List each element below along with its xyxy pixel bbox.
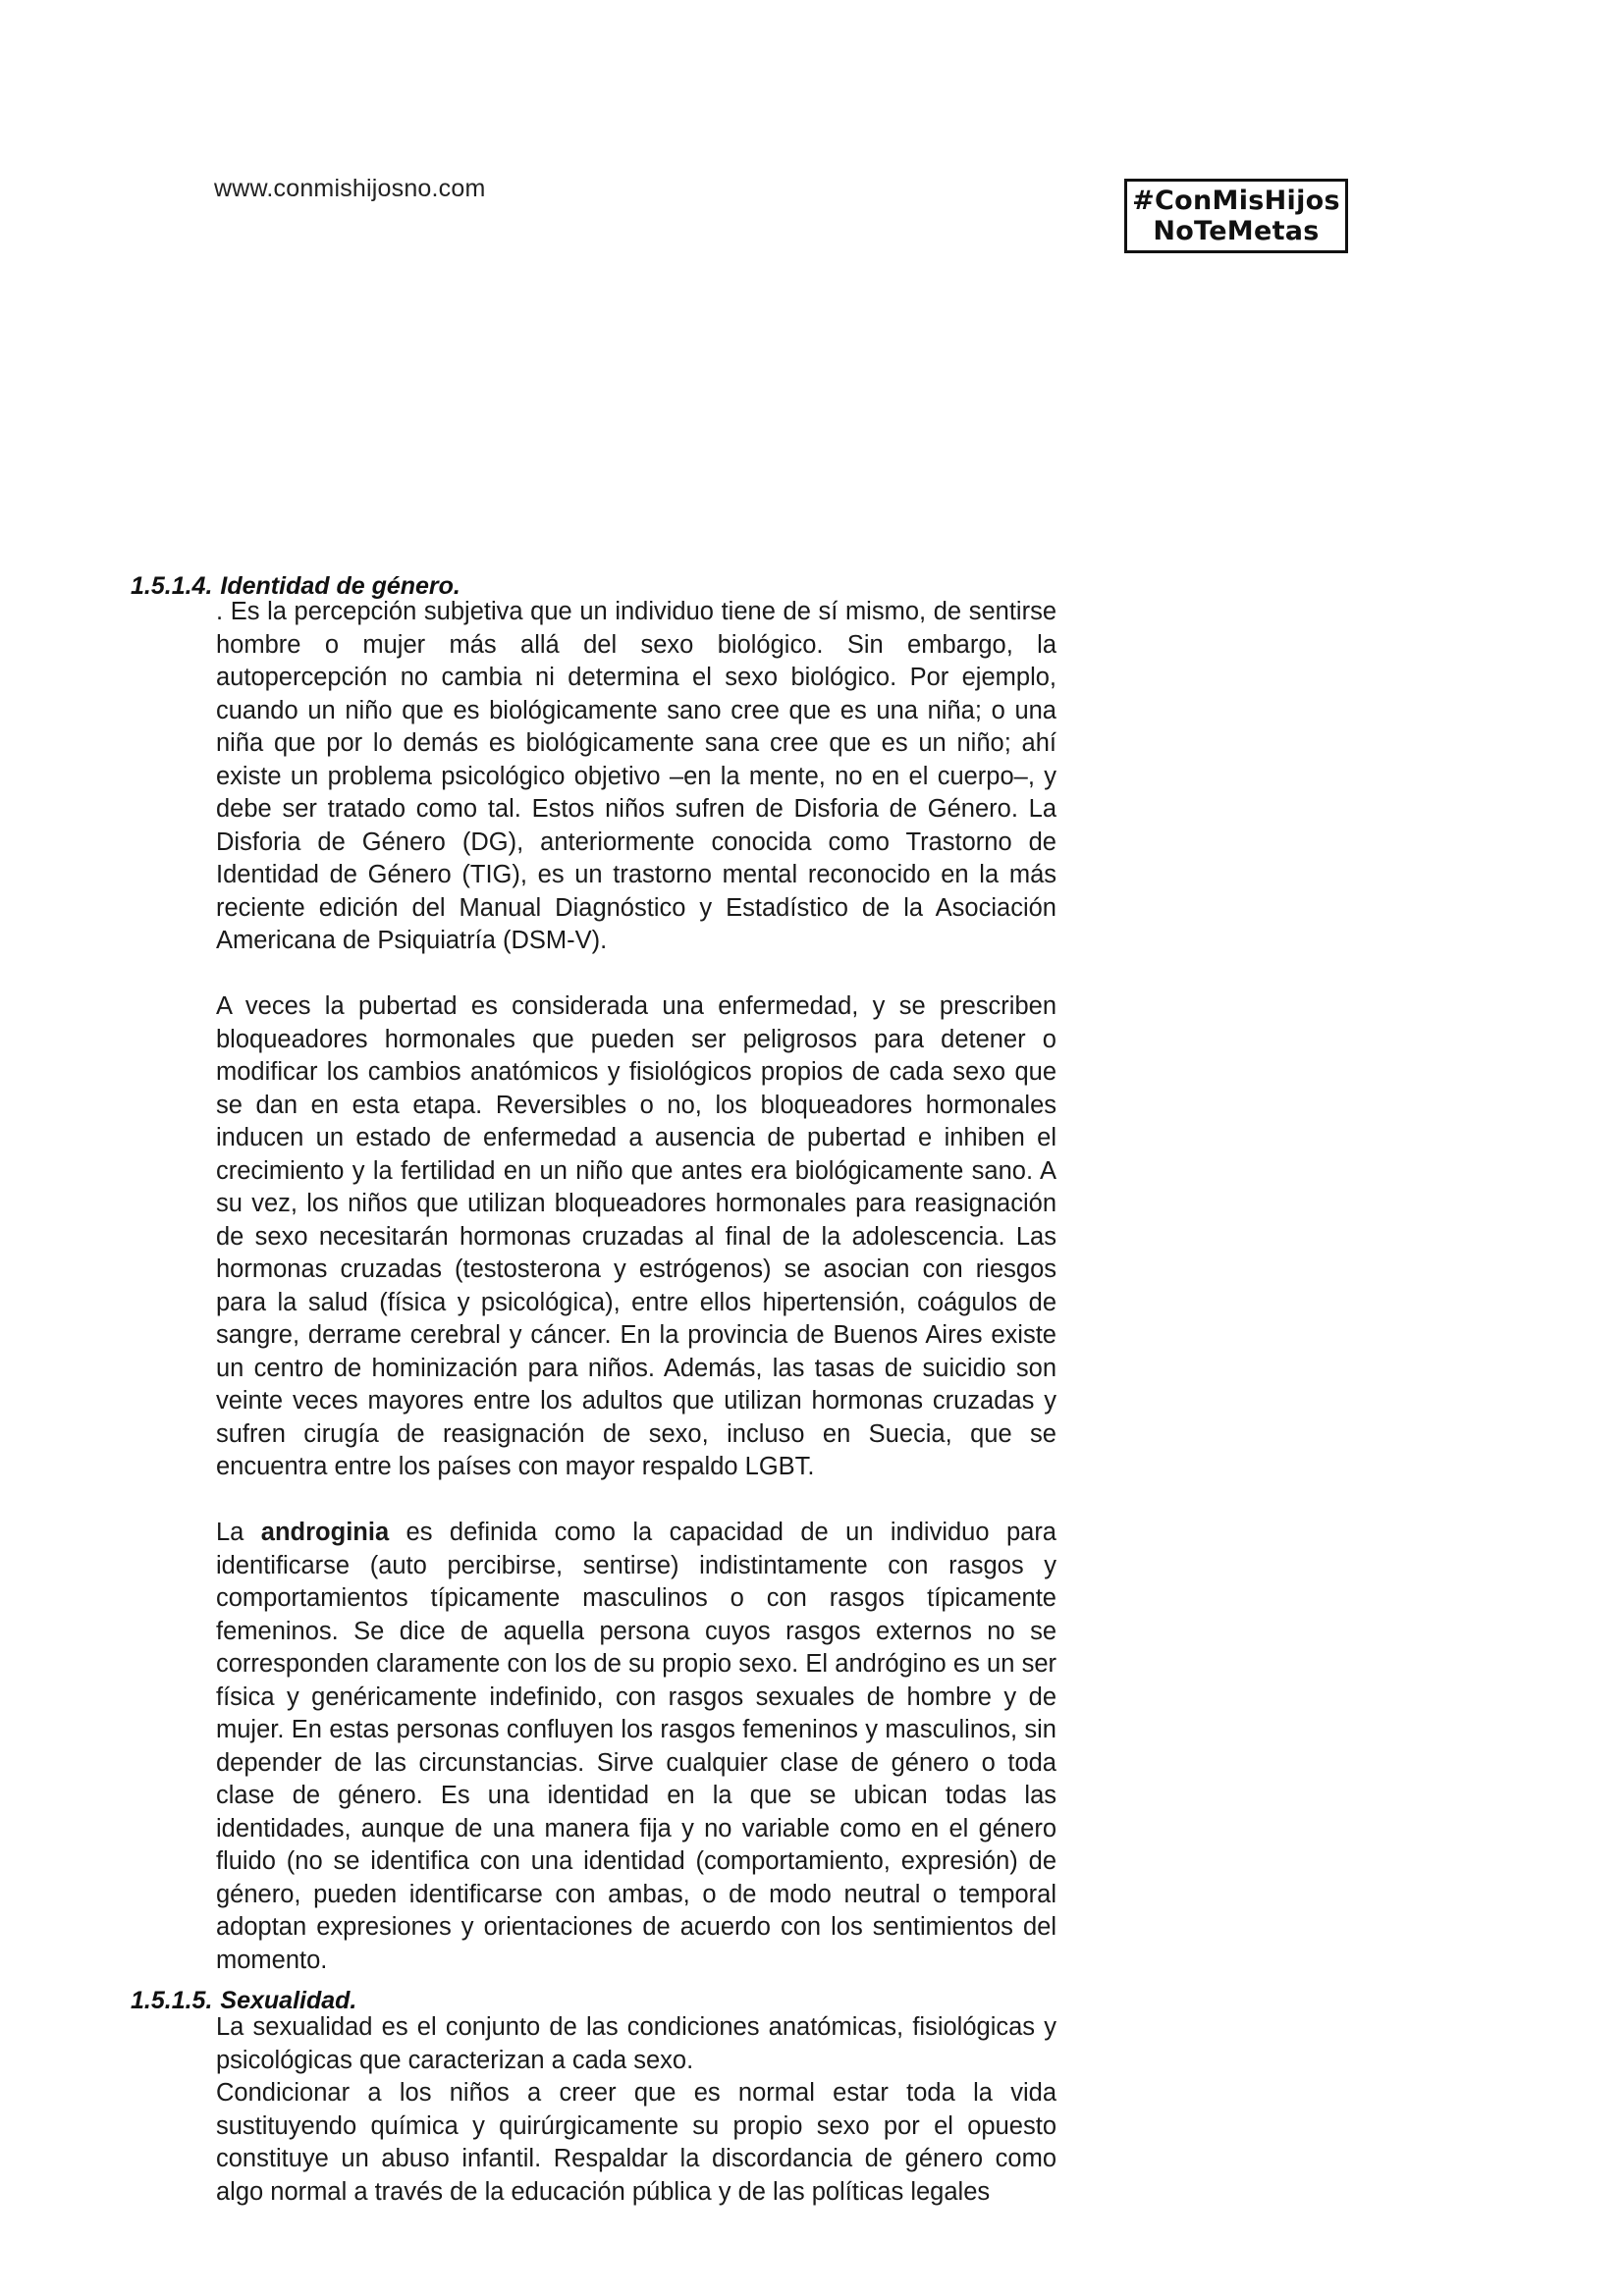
paragraph: Condicionar a los niños a creer que es normal estar toda la vida sustituyendo química y quirúrgicamente su propio sexo por el opuesto constituye un abuso infantil. Respaldar la discordancia de género como algo normal a través de la educación pública y de las políticas legales <box>216 2079 1056 2206</box>
section-title: Identidad de género. <box>220 572 460 600</box>
paragraph-lead: La <box>216 1519 261 1546</box>
section-body <box>216 596 1056 1977</box>
site-url[interactable]: www.conmishijosno.com <box>214 175 486 202</box>
hashtag-logo <box>1124 179 1348 253</box>
paragraph: . Es la percepción subjetiva que un individuo tiene de sí mismo, de sentirse hombre o mujer más allá del sexo biológico. Sin embargo, la autopercepción no cambia ni determina el sexo biológico. Por ejemplo, cuando un niño que es biológicamente sano cree que es una niña; o una niña que por lo demás es biológicamente sana cree que es un niño; ahí existe un problema psicológico objetivo –en la mente, no en el cuerpo–, y debe ser tratado como tal. Estos niños sufren de Disforia de Género. La Disforia de Género (DG), anteriormente conocida como Trastorno de Identidad de Género (TIG), es un trastorno mental reconocido en la más reciente edición del Manual Diagnóstico y Estadístico de la Asociación Americana de Psiquiatría (DSM-V). <box>216 598 1056 954</box>
section-number: 1.5.1.4. <box>131 572 213 600</box>
paragraph <box>216 1517 1056 1977</box>
hashtag-line-2: NoTeMetas <box>1153 216 1320 246</box>
paragraph-text: es definida como la capacidad de un individuo para identificarse (auto percibirse, sentirse) indistintamente con rasgos y comportamientos típicamente masculinos o con rasgos típicamente femeninos. Se dice de aquella persona cuyos rasgos externos no se corresponden claramente con los de su propio sexo. El andrógino es un ser física y genéricamente indefinido, con rasgos sexuales de hombre y de mujer. En estas personas confluyen los rasgos femeninos y masculinos, sin depender de las circunstancias. Sirve cualquier clase de género o toda clase de género. Es una identidad en la que se ubican todas las identidades, aunque de una manera fija y no variable como en el género fluido (no se identifica con una identidad (comportamiento, expresión) de género, pueden identificarse con ambas, o de modo neutral o temporal adoptan expresiones y orientaciones de acuerdo con los sentimientos del momento. <box>216 1519 1056 1974</box>
paragraph: La sexualidad es el conjunto de las condiciones anatómicas, fisiológicas y psicológicas que caracterizan a cada sexo. <box>216 2013 1056 2074</box>
section-title: Sexualidad. <box>220 1987 357 2014</box>
hashtag-line-1: #ConMisHijos <box>1132 186 1340 216</box>
term-androginia: androginia <box>260 1519 390 1546</box>
section-number: 1.5.1.5. <box>131 1987 213 2014</box>
section-body <box>216 2011 1056 2209</box>
paragraph: A veces la pubertad es considerada una enfermedad, y se prescriben bloqueadores hormonales que pueden ser peligrosos para detener o modificar los cambios anatómicos y fisiológicos propios de cada sexo que se dan en esta etapa. Reversibles o no, los bloqueadores hormonales inducen un estado de enfermedad a ausencia de pubertad e inhiben el crecimiento y la fertilidad en un niño que antes era biológicamente sano. A su vez, los niños que utilizan bloqueadores hormonales para reasignación de sexo necesitarán hormonas cruzadas al final de la adolescencia. Las hormonas cruzadas (testosterona y estrógenos) se asocian con riesgos para la salud (física y psicológica), entre ellos hipertensión, coágulos de sangre, derrame cerebral y cáncer. En la provincia de Buenos Aires existe un centro de hominización para niños. Además, las tasas de suicidio son veinte veces mayores entre los adultos que utilizan hormonas cruzadas y sufren cirugía de reasignación de sexo, incluso en Suecia, que se encuentra entre los países con mayor respaldo LGBT. <box>216 992 1056 1480</box>
